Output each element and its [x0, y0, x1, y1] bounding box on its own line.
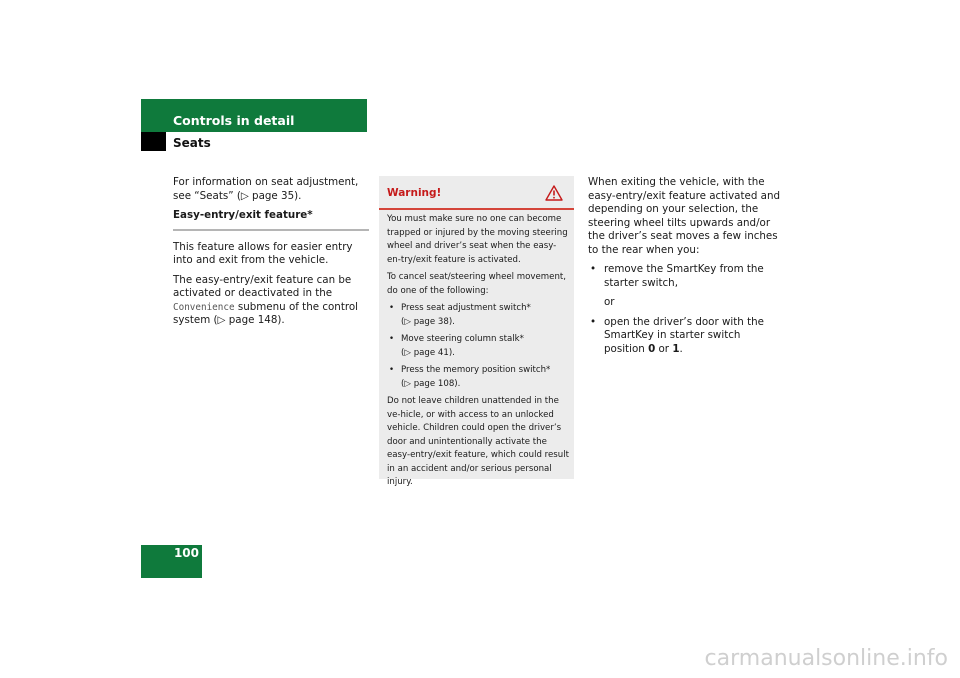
section-title: Controls in detail — [173, 113, 295, 128]
list-item: • remove the SmartKey from the starter switch, — [588, 263, 784, 290]
warning-triangle-icon — [545, 185, 563, 201]
warning-box — [379, 176, 574, 487]
subsection-title: Seats — [173, 136, 211, 150]
warning-divider — [379, 208, 574, 210]
feature-paragraph: This feature allows for easier entry into and exit from the vehicle. — [173, 240, 353, 266]
heading-divider — [173, 229, 369, 231]
list-item: • Press seat adjustment switch* (▷ page 38). — [387, 302, 569, 329]
warning-paragraph: Do not leave children unattended in the ve-hicle, or with access to an unlocked vehicle. Children could open the driver’s door and unintentionally activate the easy-entry/exit feature, which could result in an accident and/or serious personal injury. — [387, 396, 569, 487]
warning-title: Warning! — [387, 187, 442, 199]
warning-body — [387, 213, 569, 494]
warning-paragraph: To cancel seat/steering wheel movement, do one of the following: — [387, 272, 566, 296]
activation-paragraph: The easy-entry/exit feature can be activated or deactivated in the Convenience submenu of the control system (▷ page 148). — [173, 273, 359, 326]
or-text: or — [604, 296, 615, 308]
warning-list — [387, 302, 569, 391]
convenience-menu-name: Convenience — [173, 301, 235, 313]
exit-paragraph: When exiting the vehicle, with the easy-entry/exit feature activated and depending on your selection, the steering wheel tilts upwards and/or the driver’s seat moves a few inches to the rear when you: — [588, 176, 781, 256]
watermark: carmanualsonline.info — [704, 646, 948, 671]
left-column — [173, 176, 369, 334]
warning-paragraph: You must make sure no one can become trapped or injured by the moving steering wheel and driver’s seat when the easy-en-try/exit feature is activated. — [387, 214, 568, 265]
page-ref-icon: ▷ — [240, 189, 249, 202]
intro-paragraph: For information on seat adjustment, see “Seats” (▷ page 35). — [173, 176, 359, 202]
easy-entry-heading: Easy-entry/exit feature* — [173, 209, 313, 221]
page-number: 100 — [173, 546, 199, 560]
header-marker — [141, 132, 166, 151]
exit-conditions-list — [588, 316, 784, 357]
list-item: • Press the memory position switch* (▷ page 108). — [387, 364, 569, 391]
exit-conditions-list — [588, 263, 784, 290]
list-item: • open the driver’s door with the SmartKey in starter switch position 0 or 1. — [588, 316, 784, 357]
right-column — [588, 176, 784, 362]
list-item: • Move steering column stalk* (▷ page 41). — [387, 333, 569, 360]
page-ref-icon: ▷ — [217, 314, 226, 326]
